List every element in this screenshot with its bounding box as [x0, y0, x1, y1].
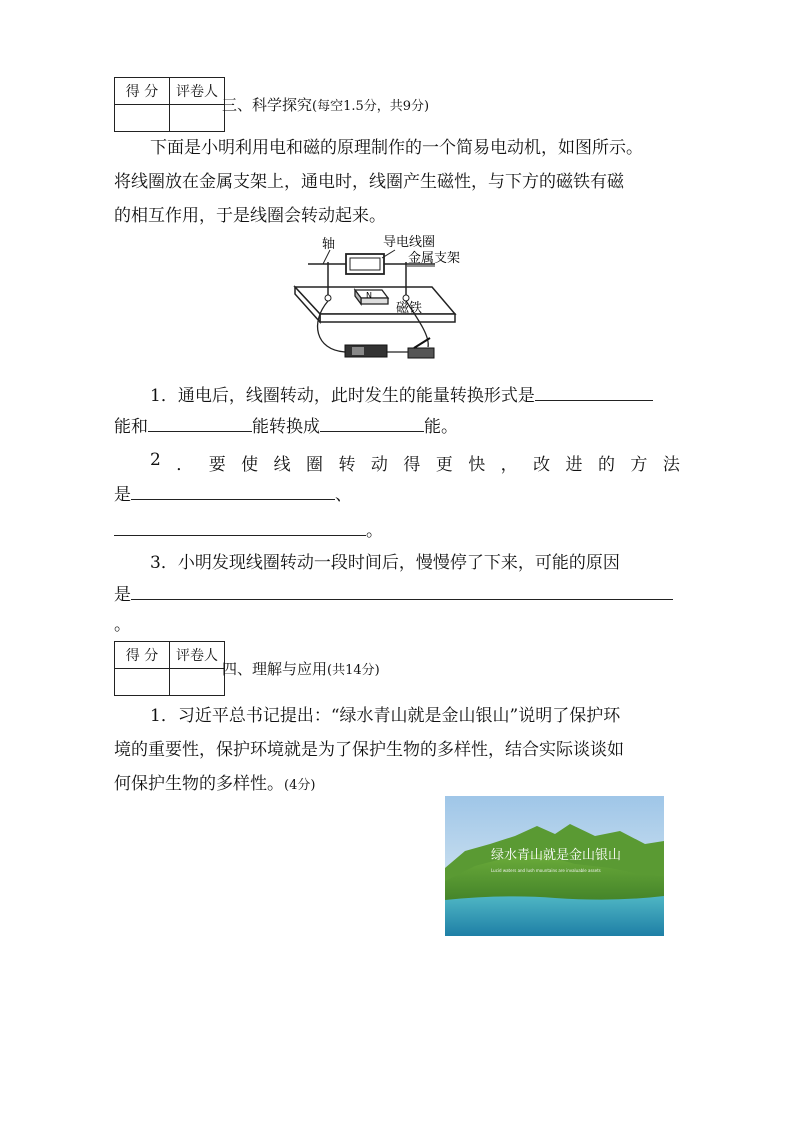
- q2-char: 转: [338, 455, 356, 475]
- q2-char: 得: [403, 455, 421, 475]
- leader-axis: [323, 250, 330, 264]
- q2-blank-2[interactable]: [114, 515, 366, 536]
- q1-blank-1[interactable]: [535, 380, 653, 401]
- s4-q1-line-2: 境的重要性，保护环境就是为了保护生物的多样性，结合实际谈谈如: [114, 740, 624, 760]
- section3-heading: [222, 94, 429, 115]
- motor-diagram: [290, 232, 465, 367]
- section3-title: 三、科学探究: [222, 96, 313, 114]
- label-magnet: 磁铁: [396, 301, 423, 316]
- battery: [345, 345, 387, 357]
- q2-blank-1[interactable]: [131, 479, 335, 500]
- q2-char: 使: [241, 455, 259, 475]
- q2-prefix: 是: [114, 485, 131, 505]
- q2-char: 要: [208, 455, 226, 475]
- q1-energy-text-2: 能转换成: [252, 417, 320, 437]
- battery-band: [352, 347, 364, 355]
- q2-char: 的: [597, 455, 615, 475]
- intro-line-3: 的相互作用，于是线圈会转动起来。: [114, 206, 386, 226]
- q2-line-3: [114, 514, 383, 548]
- grader-header: 评卷人: [170, 78, 225, 105]
- score-header: 得 分: [115, 78, 170, 105]
- q2-end: 。: [366, 521, 383, 541]
- score-table-section3: [114, 77, 225, 132]
- lake: [445, 896, 664, 936]
- label-bracket: 金属支架: [408, 251, 461, 266]
- q2-line-1: [150, 450, 680, 475]
- section4-note: (共14分): [327, 663, 380, 678]
- grader-header: 评卷人: [170, 642, 225, 669]
- left-terminal: [325, 295, 331, 301]
- score-table-section4: [114, 641, 225, 696]
- q2-char: 线: [273, 455, 291, 475]
- q3-prefix: 是: [114, 585, 131, 605]
- q2-char: 方: [630, 455, 648, 475]
- q2-char: 圈: [306, 455, 324, 475]
- s4-q1-line-1: 1．习近平总书记提出：“绿水青山就是金山银山”说明了保护环: [150, 706, 621, 726]
- q1-energy-text-3: 能。: [424, 417, 458, 437]
- q1-text: 1．通电后，线圈转动，此时发生的能量转换形式是: [150, 386, 535, 406]
- score-header: 得 分: [115, 642, 170, 669]
- grader-cell[interactable]: [170, 669, 225, 696]
- q1-line-2: [114, 410, 458, 444]
- q2-char: 改: [533, 455, 551, 475]
- coil: [346, 254, 384, 274]
- q3-line-2: [114, 578, 673, 612]
- section4-title: 四、理解与应用: [222, 660, 328, 678]
- s4-q1-line-3: [114, 767, 315, 803]
- q2-char: 2: [150, 450, 161, 470]
- intro-line-2: 将线圈放在金属支架上，通电时，线圈产生磁性，与下方的磁铁有磁: [114, 172, 624, 192]
- intro-line-1: 下面是小明利用电和磁的原理制作的一个简易电动机，如图所示。: [150, 138, 643, 158]
- platform-front: [320, 314, 455, 322]
- photo-subcaption: Lucid waters and lush mountains are invaluable assets: [491, 868, 601, 873]
- q1-line-1: [150, 379, 653, 413]
- q2-char: 法: [662, 455, 680, 475]
- q2-line-2: [114, 478, 352, 512]
- q2-char: 快: [468, 455, 486, 475]
- q1-blank-3[interactable]: [320, 411, 424, 432]
- grader-cell[interactable]: [170, 105, 225, 132]
- q1-energy-text-1: 能和: [114, 417, 148, 437]
- section3-note: (每空1.5分，共9分): [312, 99, 430, 114]
- magnet-pole-label: N: [366, 291, 372, 300]
- q2-char: ，: [500, 455, 518, 475]
- q2-char: 动: [370, 455, 388, 475]
- s4-q1-points: (4分): [284, 778, 316, 793]
- score-cell[interactable]: [115, 669, 170, 696]
- q3-line-1: 3．小明发现线圈转动一段时间后，慢慢停了下来，可能的原因: [150, 553, 620, 573]
- section4-heading: [222, 658, 380, 679]
- q2-char: ．: [176, 455, 194, 475]
- label-axis: 轴: [322, 237, 336, 252]
- q1-blank-2[interactable]: [148, 411, 252, 432]
- q2-char: 进: [565, 455, 583, 475]
- s4-q1-text: 何保护生物的多样性。: [114, 774, 284, 794]
- landscape-photo: [445, 796, 664, 936]
- q3-end: 。: [114, 615, 131, 635]
- q2-separator: 、: [335, 485, 352, 505]
- label-coil: 导电线圈: [383, 235, 436, 250]
- score-cell[interactable]: [115, 105, 170, 132]
- switch-base: [408, 348, 434, 358]
- q2-char: 更: [435, 455, 453, 475]
- photo-caption: 绿水青山就是金山银山: [491, 848, 622, 863]
- q3-blank[interactable]: [131, 579, 673, 600]
